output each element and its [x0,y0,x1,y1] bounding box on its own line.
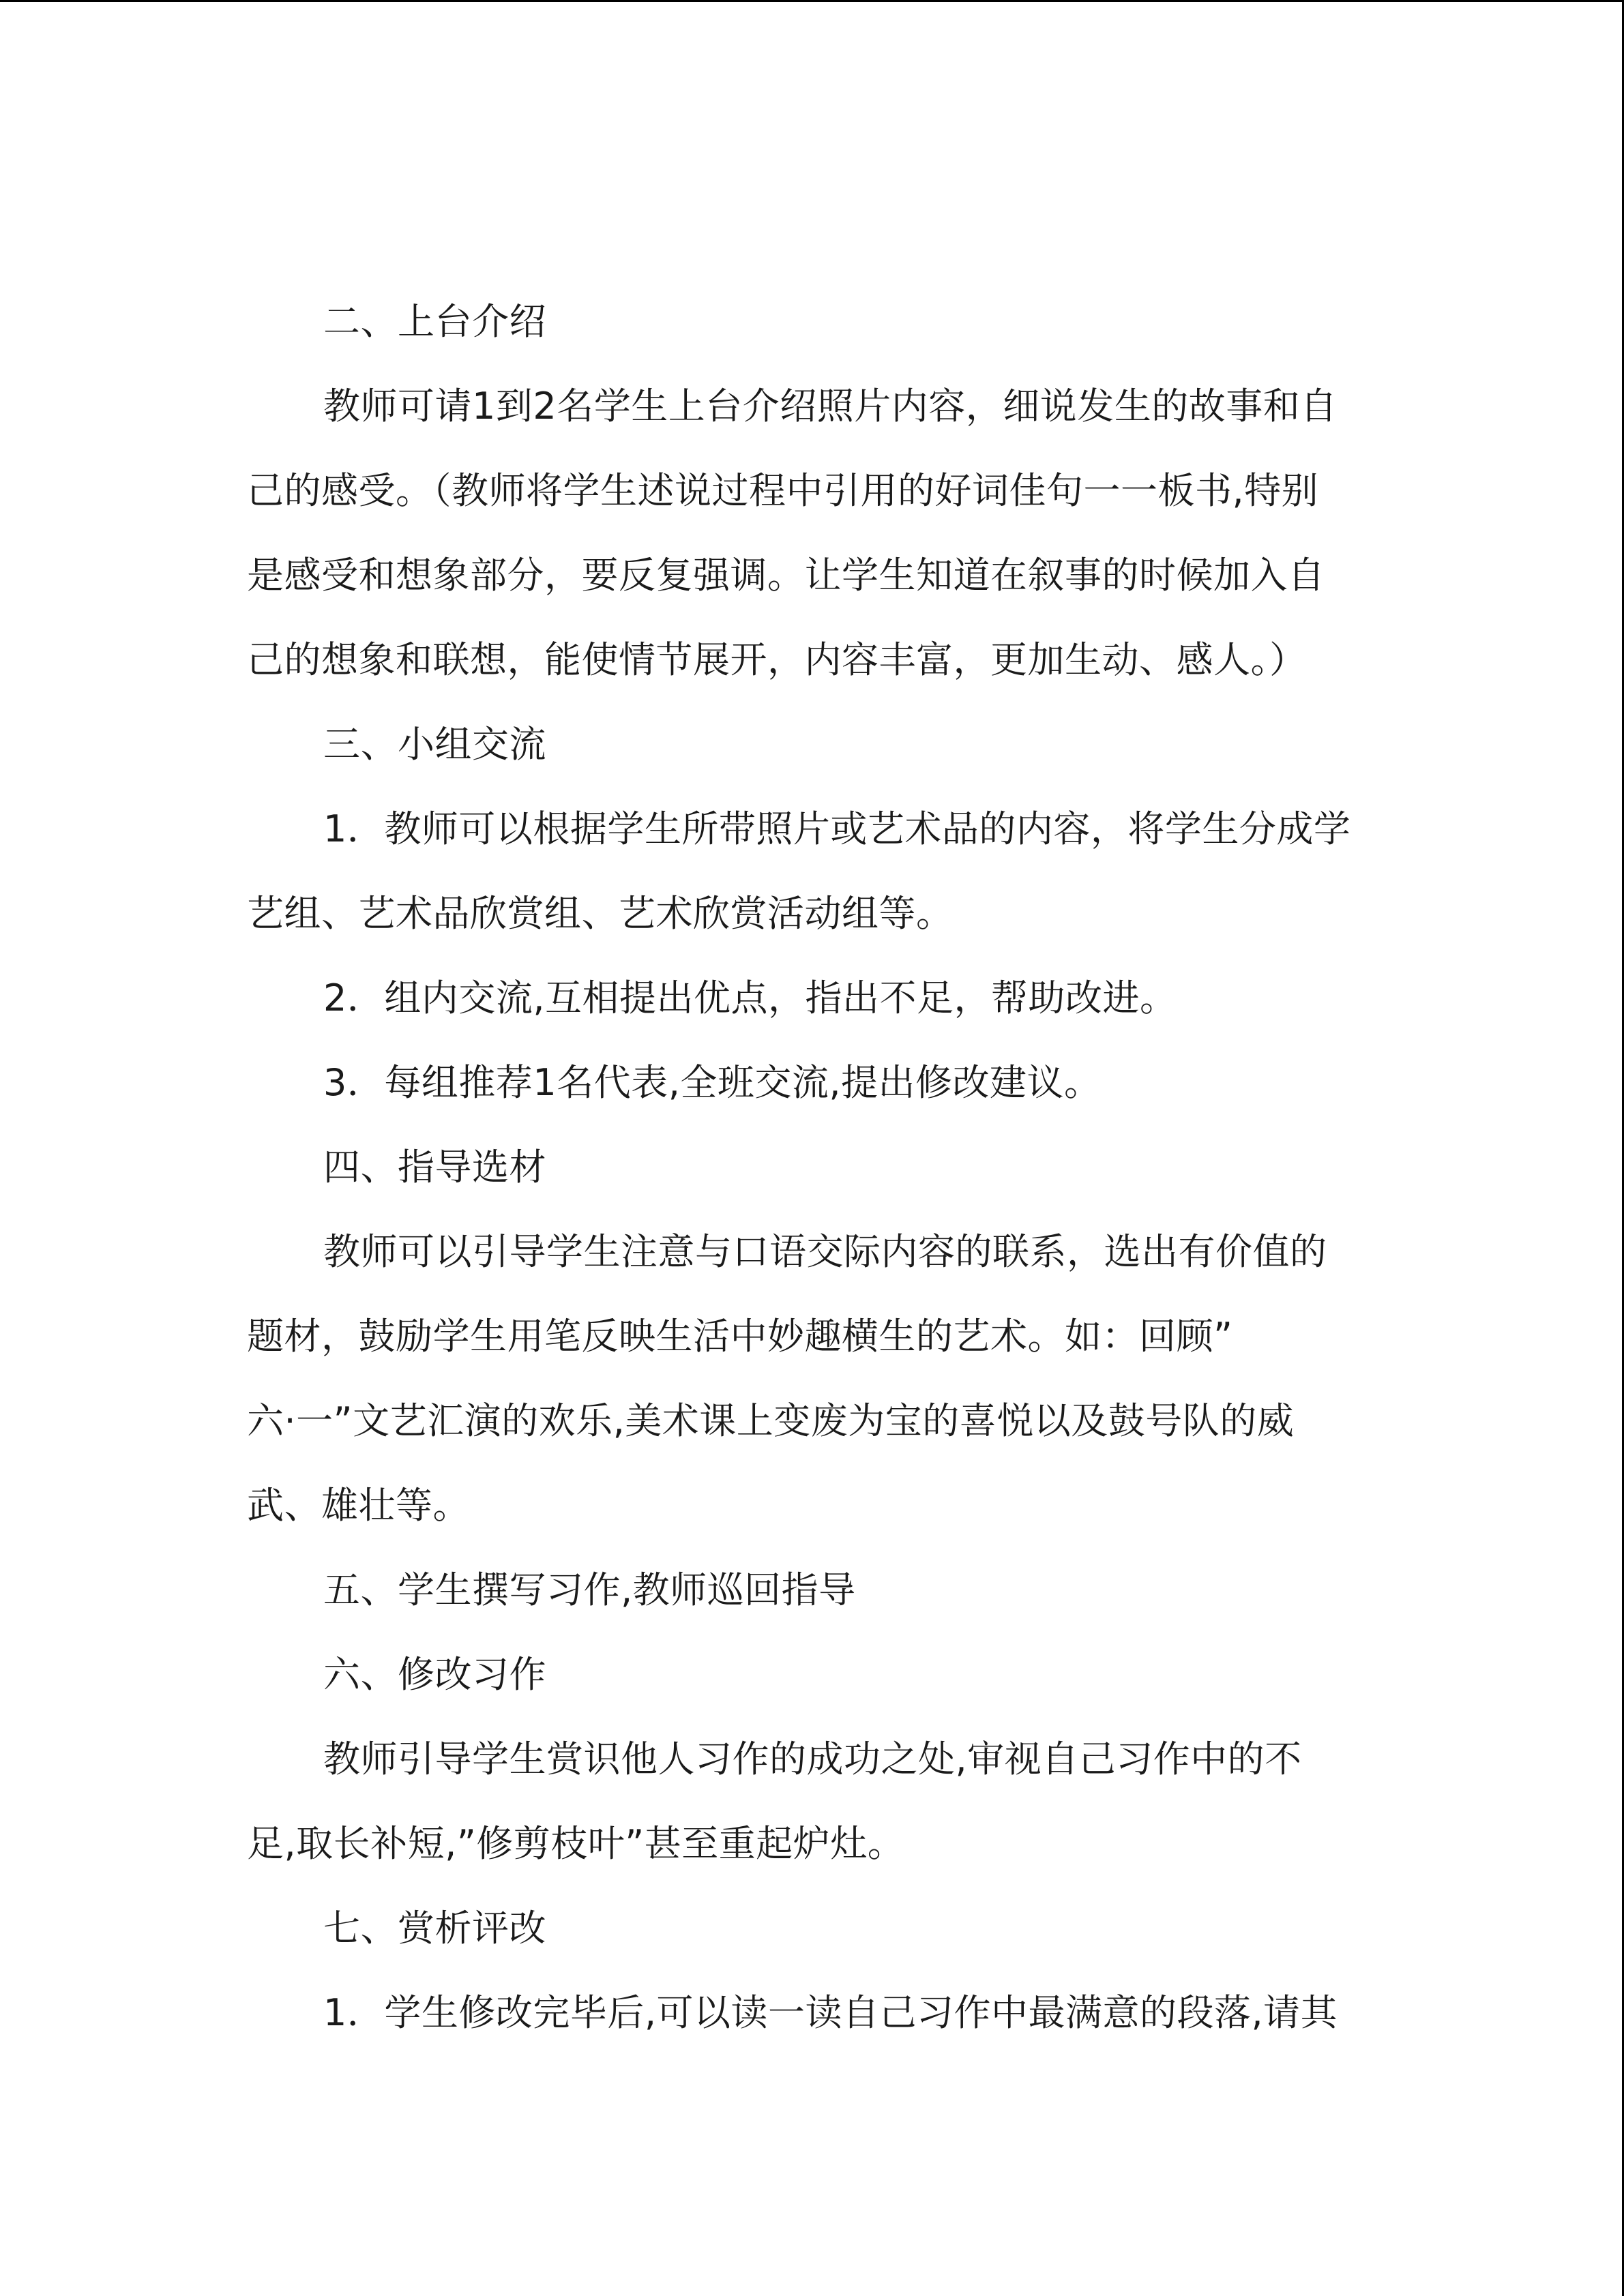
section-heading-5: 五、学生撰写习作,教师巡回指导 [323,1568,856,1611]
document-body [247,280,1379,2055]
list-item-line: 1．学生修改完毕后,可以读一读自己习作中最满意的段落,请其 [323,1991,1338,2034]
paragraph-line: 题材，鼓励学生用笔反映生活中妙趣横生的艺术。如：回顾” [247,1315,1233,1358]
list-item-line: 3．每组推荐1名代表,全班交流,提出修改建议。 [323,1061,1102,1104]
paragraph-line: 己的感受。（教师将学生述说过程中引用的好词佳句一一板书,特别 [247,469,1319,512]
list-item-line: 艺组、艺术品欣赏组、艺术欣赏活动组等。 [247,892,954,935]
paragraph-line: 武、雄壮等。 [247,1484,470,1527]
section-heading-6: 六、修改习作 [323,1653,546,1696]
paragraph-line: 足,取长补短,”修剪枝叶”甚至重起炉灶。 [247,1822,905,1865]
paragraph-line: 己的想象和联想，能使情节展开，内容丰富，更加生动、感人。） [247,638,1307,681]
section-heading-7: 七、赏析评改 [323,1907,546,1950]
list-item-line: 1．教师可以根据学生所带照片或艺术品的内容，将学生分成学 [323,807,1351,850]
section-heading-2: 二、上台介绍 [323,300,546,343]
paragraph-line: 教师引导学生赏识他人习作的成功之处,审视自己习作中的不 [323,1738,1302,1780]
paragraph-line: 教师可以引导学生注意与口语交际内容的联系，选出有价值的 [323,1230,1327,1273]
section-heading-3: 三、小组交流 [323,723,546,766]
paragraph-line: 教师可请1到2名学生上台介绍照片内容，细说发生的故事和自 [323,385,1338,428]
section-heading-4: 四、指导选材 [323,1146,546,1189]
paragraph-line: 六·一”文艺汇演的欢乐,美术课上变废为宝的喜悦以及鼓号队的威 [247,1399,1295,1442]
list-item-line: 2．组内交流,互相提出优点，指出不足，帮助改进。 [323,976,1177,1019]
page-border-top [0,0,1624,2]
paragraph-line: 是感受和想象部分，要反复强调。让学生知道在叙事的时候加入自 [247,554,1325,597]
